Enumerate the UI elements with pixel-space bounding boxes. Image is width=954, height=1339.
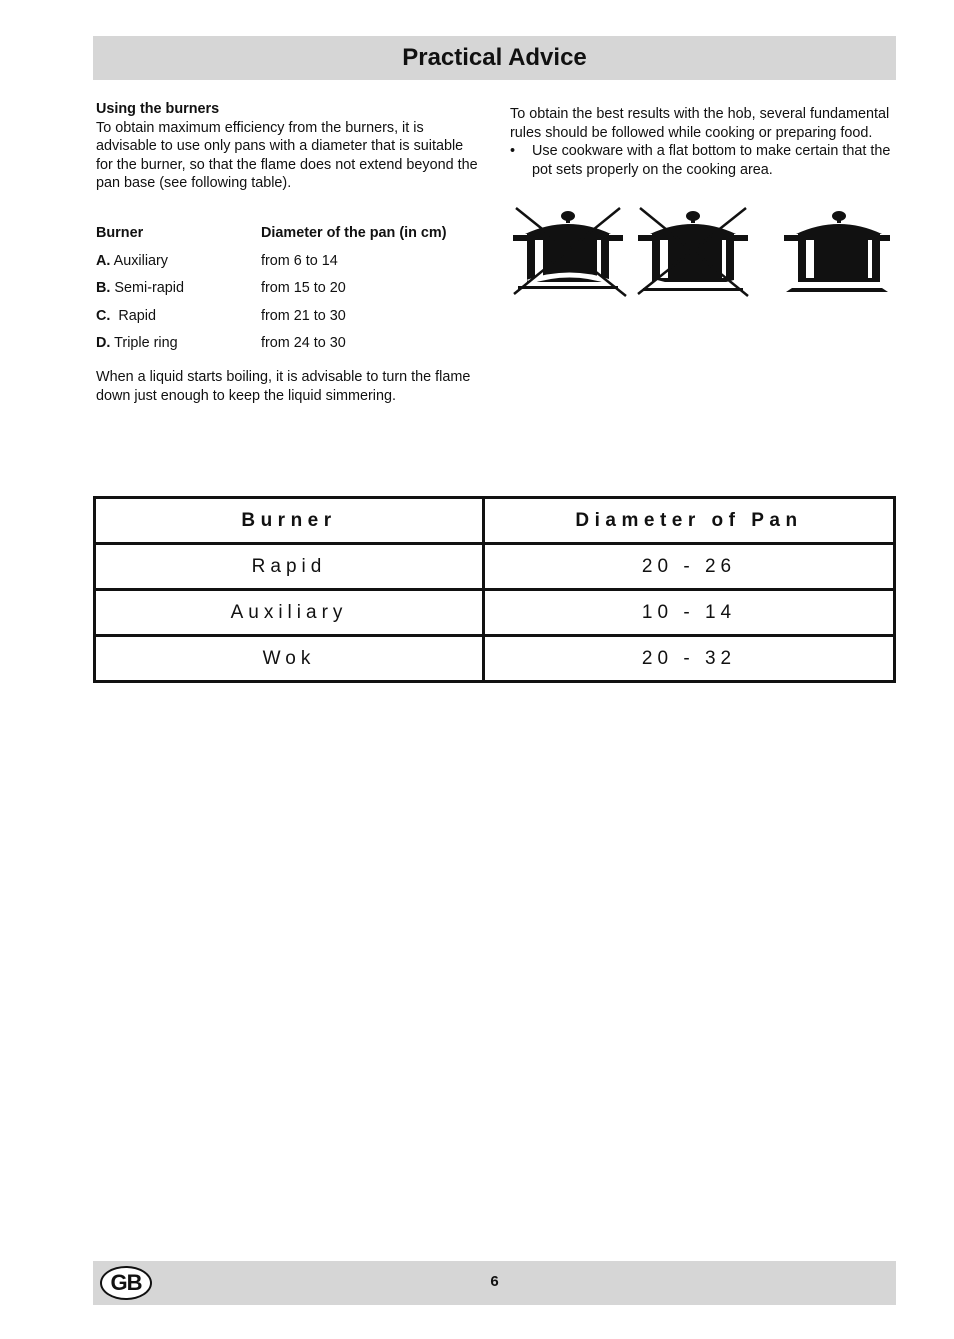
country-badge: GB	[100, 1266, 152, 1300]
diameter-cell: 20 - 32	[484, 636, 895, 682]
bullet-icon: •	[510, 143, 516, 160]
burner-table	[96, 220, 481, 358]
pot-correct-icon	[784, 211, 890, 292]
list-item	[510, 142, 905, 179]
pan-diameter-table	[93, 496, 896, 683]
table-row	[96, 248, 481, 276]
title-bar	[93, 36, 896, 80]
pot-crossed-icon	[513, 208, 626, 296]
burner-header-cell: Burner	[95, 498, 484, 544]
footer-bar	[93, 1261, 896, 1305]
burner-column-header: Burner	[96, 225, 144, 242]
burner-name: Auxiliary	[113, 252, 169, 269]
diameter-header-cell: Diameter of Pan	[484, 498, 895, 544]
table-row	[95, 636, 895, 682]
burner-letter: B.	[96, 280, 111, 297]
table-row	[95, 544, 895, 590]
table-row	[96, 275, 481, 303]
burner-range: from 15 to 20	[261, 280, 346, 297]
burner-letter: C.	[96, 307, 111, 324]
burner-cell: Wok	[95, 636, 484, 682]
bullet-text: Use cookware with a flat bottom to make certain that the pot sets properly on the cooking area.	[532, 143, 891, 178]
burner-letter: D.	[96, 335, 111, 352]
diameter-cell: 10 - 14	[484, 590, 895, 636]
diameter-column-header: Diameter of the pan (in cm)	[261, 225, 447, 242]
page-number: 6	[490, 1273, 499, 1290]
section-heading: Using the burners	[96, 101, 220, 117]
right-column	[510, 105, 905, 179]
burner-range: from 21 to 30	[261, 307, 346, 324]
burner-letter: A.	[96, 252, 111, 269]
burner-range: from 6 to 14	[261, 252, 338, 269]
table-header-row	[95, 498, 895, 544]
table-row	[96, 303, 481, 331]
burner-name: Triple ring	[114, 335, 178, 352]
burner-range: from 24 to 30	[261, 335, 346, 352]
rules-paragraph: To obtain the best results with the hob, several fundamental rules should be followed while cooking or preparing food.	[510, 106, 890, 141]
burner-cell: Auxiliary	[95, 590, 484, 636]
burner-name: Rapid	[118, 307, 157, 324]
left-column	[96, 100, 481, 404]
burner-cell: Rapid	[95, 544, 484, 590]
diameter-cell: 20 - 26	[484, 544, 895, 590]
cookware-illustration	[510, 204, 890, 300]
intro-paragraph: To obtain maximum efficiency from the burners, it is advisable to use only pans with a diameter that is suitable for the burner, so that the flame does not extend beyond the pan base (see following table).	[96, 119, 478, 192]
page-title: Practical Advice	[402, 44, 587, 71]
boiling-paragraph: When a liquid starts boiling, it is advisable to turn the flame down just enough to keep the liquid simmering.	[96, 369, 471, 404]
burner-table-header	[96, 220, 481, 248]
pot-crossed-icon	[638, 208, 748, 296]
table-row	[95, 590, 895, 636]
burner-name: Semi-rapid	[114, 280, 184, 297]
table-row	[96, 330, 481, 358]
